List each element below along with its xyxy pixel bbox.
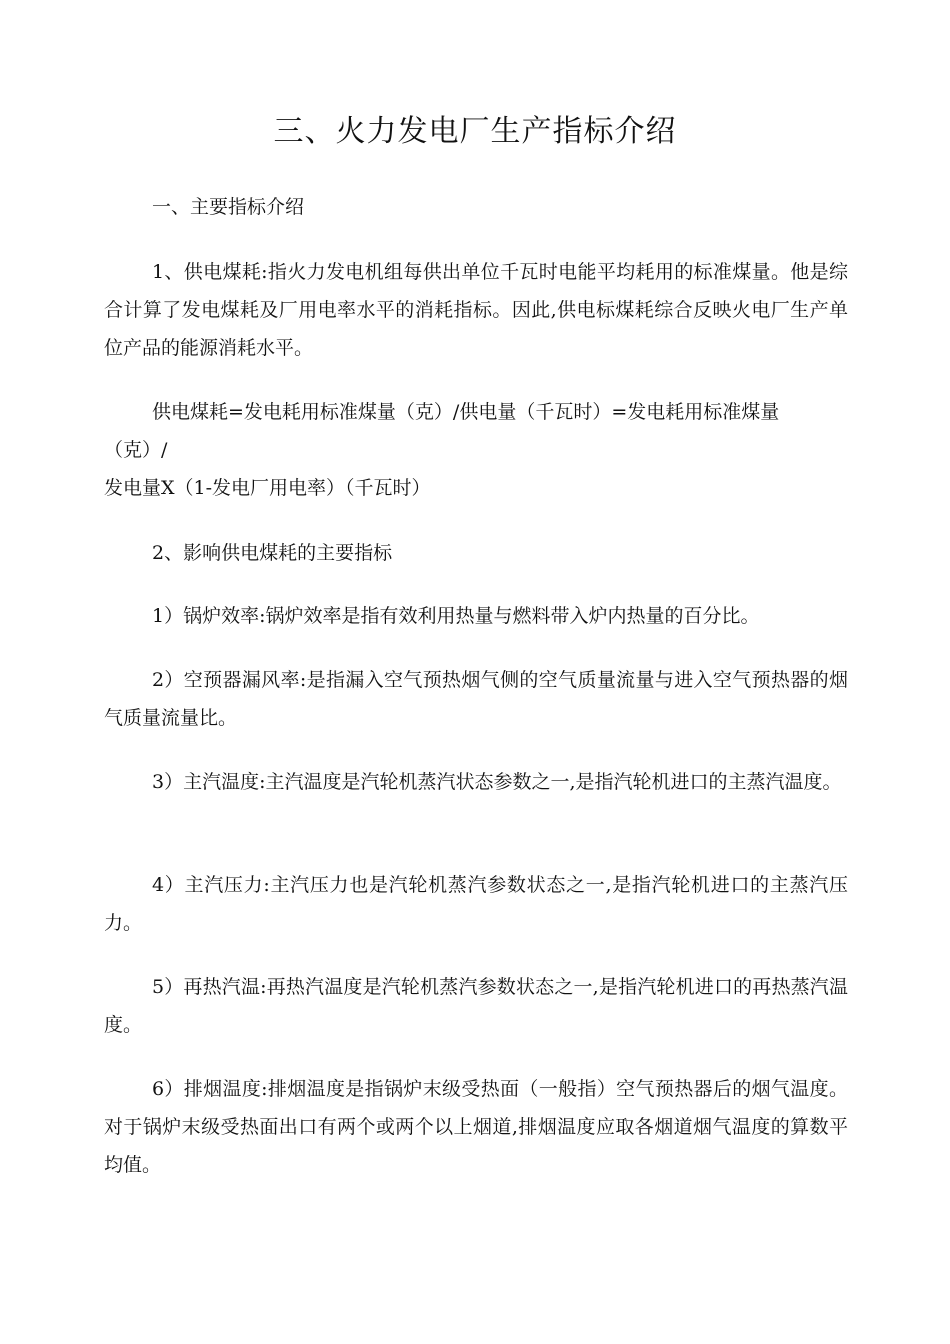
paragraph-air-preheater-leakage: 2）空预器漏风率:是指漏入空气预热烟气侧的空气质量流量与进入空气预热器的烟气质量流量比。 xyxy=(104,669,848,729)
document-title: 三、火力发电厂生产指标介绍 xyxy=(273,114,677,149)
paragraph-main-steam-pressure: 4）主汽压力:主汽压力也是汽轮机蒸汽参数状态之一,是指汽轮机进口的主蒸汽压力。 xyxy=(104,874,848,934)
section-heading: 一、主要指标介绍 xyxy=(152,196,305,218)
paragraph-influencing-indicators: 2、影响供电煤耗的主要指标 xyxy=(152,542,393,564)
paragraph-supply-coal-consumption: 1、供电煤耗:指火力发电机组每供出单位千瓦时电能平均耗用的标准煤量。他是综合计算了发电煤耗及厂用电率水平的消耗指标。因此,供电标煤耗综合反映火电厂生产单位产品的能源消耗水平。 xyxy=(104,261,848,359)
formula-line-3: 发电量X（1-发电厂用电率）（千瓦时） xyxy=(104,477,431,499)
formula-line-1: 供电煤耗=发电耗用标准煤量（克）/供电量（千瓦时）=发电耗用标准煤量 xyxy=(152,401,780,423)
paragraph-main-steam-temperature: 3）主汽温度:主汽温度是汽轮机蒸汽状态参数之一,是指汽轮机进口的主蒸汽温度。 xyxy=(152,771,842,793)
paragraph-reheat-steam-temperature: 5）再热汽温:再热汽温度是汽轮机蒸汽参数状态之一,是指汽轮机进口的再热蒸汽温度。 xyxy=(104,976,848,1036)
formula-block xyxy=(104,393,848,507)
formula-line-2: （克）/ xyxy=(104,439,168,461)
paragraph-exhaust-gas-temperature: 6）排烟温度:排烟温度是指锅炉末级受热面（一般指）空气预热器后的烟气温度。对于锅炉末级受热面出口有两个或两个以上烟道,排烟温度应取各烟道烟气温度的算数平均值。 xyxy=(104,1078,848,1176)
paragraph-boiler-efficiency: 1）锅炉效率:锅炉效率是指有效利用热量与燃料带入炉内热量的百分比。 xyxy=(152,605,760,627)
